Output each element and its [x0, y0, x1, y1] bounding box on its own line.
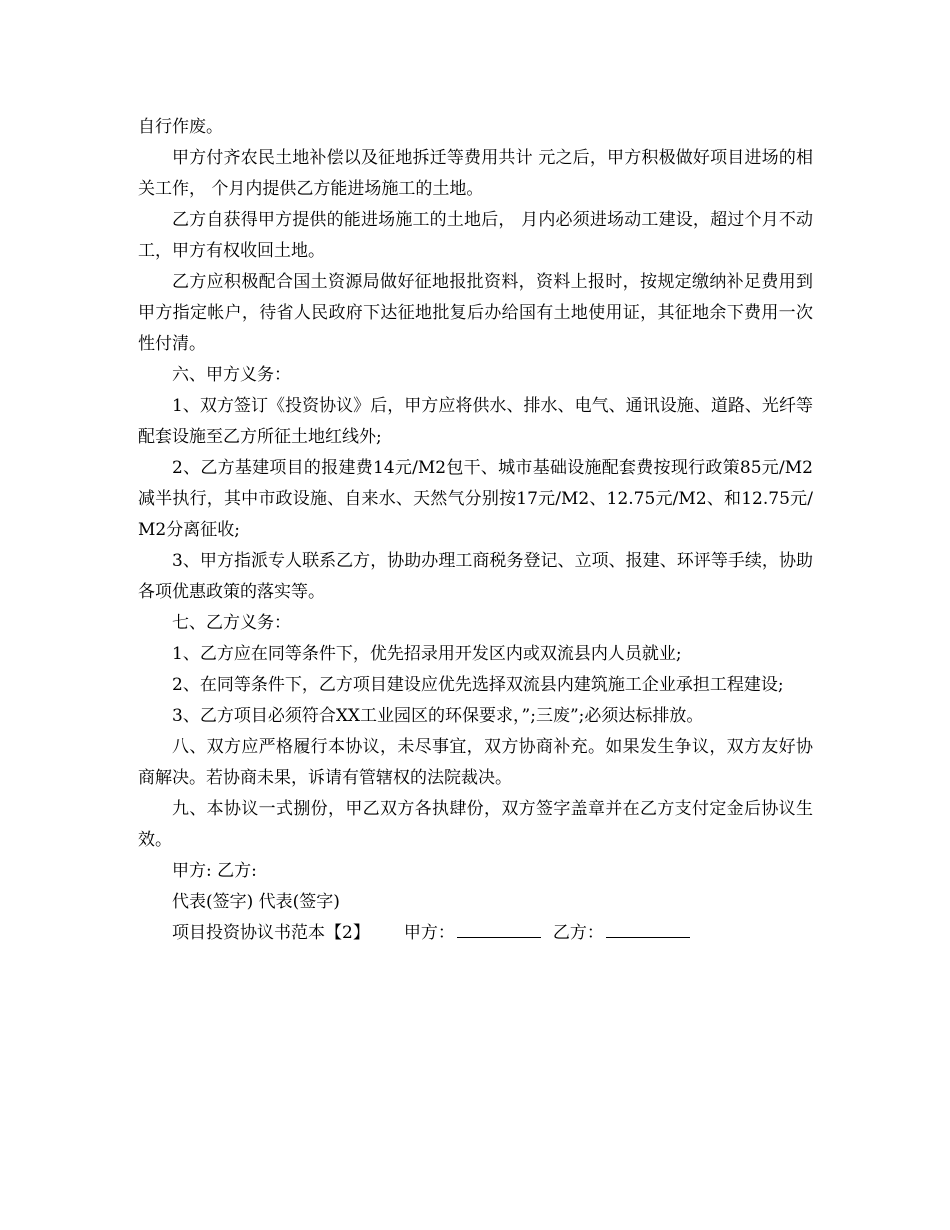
paragraph-continuation: 自行作废。 [138, 117, 223, 137]
clause-copies-effectiveness: 九、本协议一式捌份，甲乙双方各执肆份，双方签字盖章并在乙方支付定金后协议生效。 [138, 799, 813, 850]
footer-title: 项目投资协议书范本【2】 [172, 923, 370, 943]
party-b-obligation-2: 2、在同等条件下，乙方项目建设应优先选择双流县内建筑施工企业承担工程建设; [172, 675, 784, 695]
party-b-label: 乙方： [552, 923, 604, 943]
signature-representatives: 代表(签字) 代表(签字) [172, 892, 340, 912]
section-heading-party-a-obligations: 六、甲方义务： [172, 365, 291, 385]
paragraph-land-approval: 乙方应积极配合国土资源局做好征地报批资料，资料上报时，按规定缴纳补足费用到甲方指定帐户，待省人民政府下达征地批复后办给国有土地使用证，其征地余下费用一次性付清。 [138, 272, 813, 354]
signature-parties: 甲方: 乙方: [172, 861, 257, 881]
party-a-label: 甲方： [403, 923, 455, 943]
party-b-obligation-3: 3、乙方项目必须符合XX工业园区的环保要求，”;三废”;必须达标排放。 [172, 706, 704, 726]
party-a-obligation-1: 1、双方签订《投资协议》后，甲方应将供水、排水、电气、通讯设施、道路、光纤等配套设施至乙方所征土地红线外; [138, 396, 813, 447]
paragraph-construction-start: 乙方自获得甲方提供的能进场施工的土地后， 月内必须进场动工建设，超过个月不动工，甲方有权收回土地。 [138, 210, 813, 261]
party-b-obligation-1: 1、乙方应在同等条件下，优先招录用开发区内或双流县内人员就业; [172, 644, 682, 664]
document-body [138, 112, 813, 949]
section-heading-party-b-obligations: 七、乙方义务： [172, 613, 291, 633]
paragraph-compensation: 甲方付齐农民土地补偿以及征地拆迁等费用共计 元之后，甲方积极做好项目进场的相关工作， 个月内提供乙方能进场施工的土地。 [138, 148, 813, 199]
party-a-obligation-2: 2、乙方基建项目的报建费14元/M2包干、城市基础设施配套费按现行政策85元/M2减半执行，其中市政设施、自来水、天然气分别按17元/M2、12.75元/M2、和12.75元/M2分离征收; [138, 458, 813, 540]
party-a-obligation-3: 3、甲方指派专人联系乙方，协助办理工商税务登记、立项、报建、环评等手续，协助各项优惠政策的落实等。 [138, 551, 813, 602]
clause-dispute-resolution: 八、双方应严格履行本协议，未尽事宜，双方协商补充。如果发生争议，双方友好协商解决。若协商未果，诉请有管辖权的法院裁决。 [138, 737, 813, 788]
party-a-blank-line [457, 919, 541, 938]
footer-line [138, 918, 813, 949]
party-b-blank-line [606, 919, 690, 938]
